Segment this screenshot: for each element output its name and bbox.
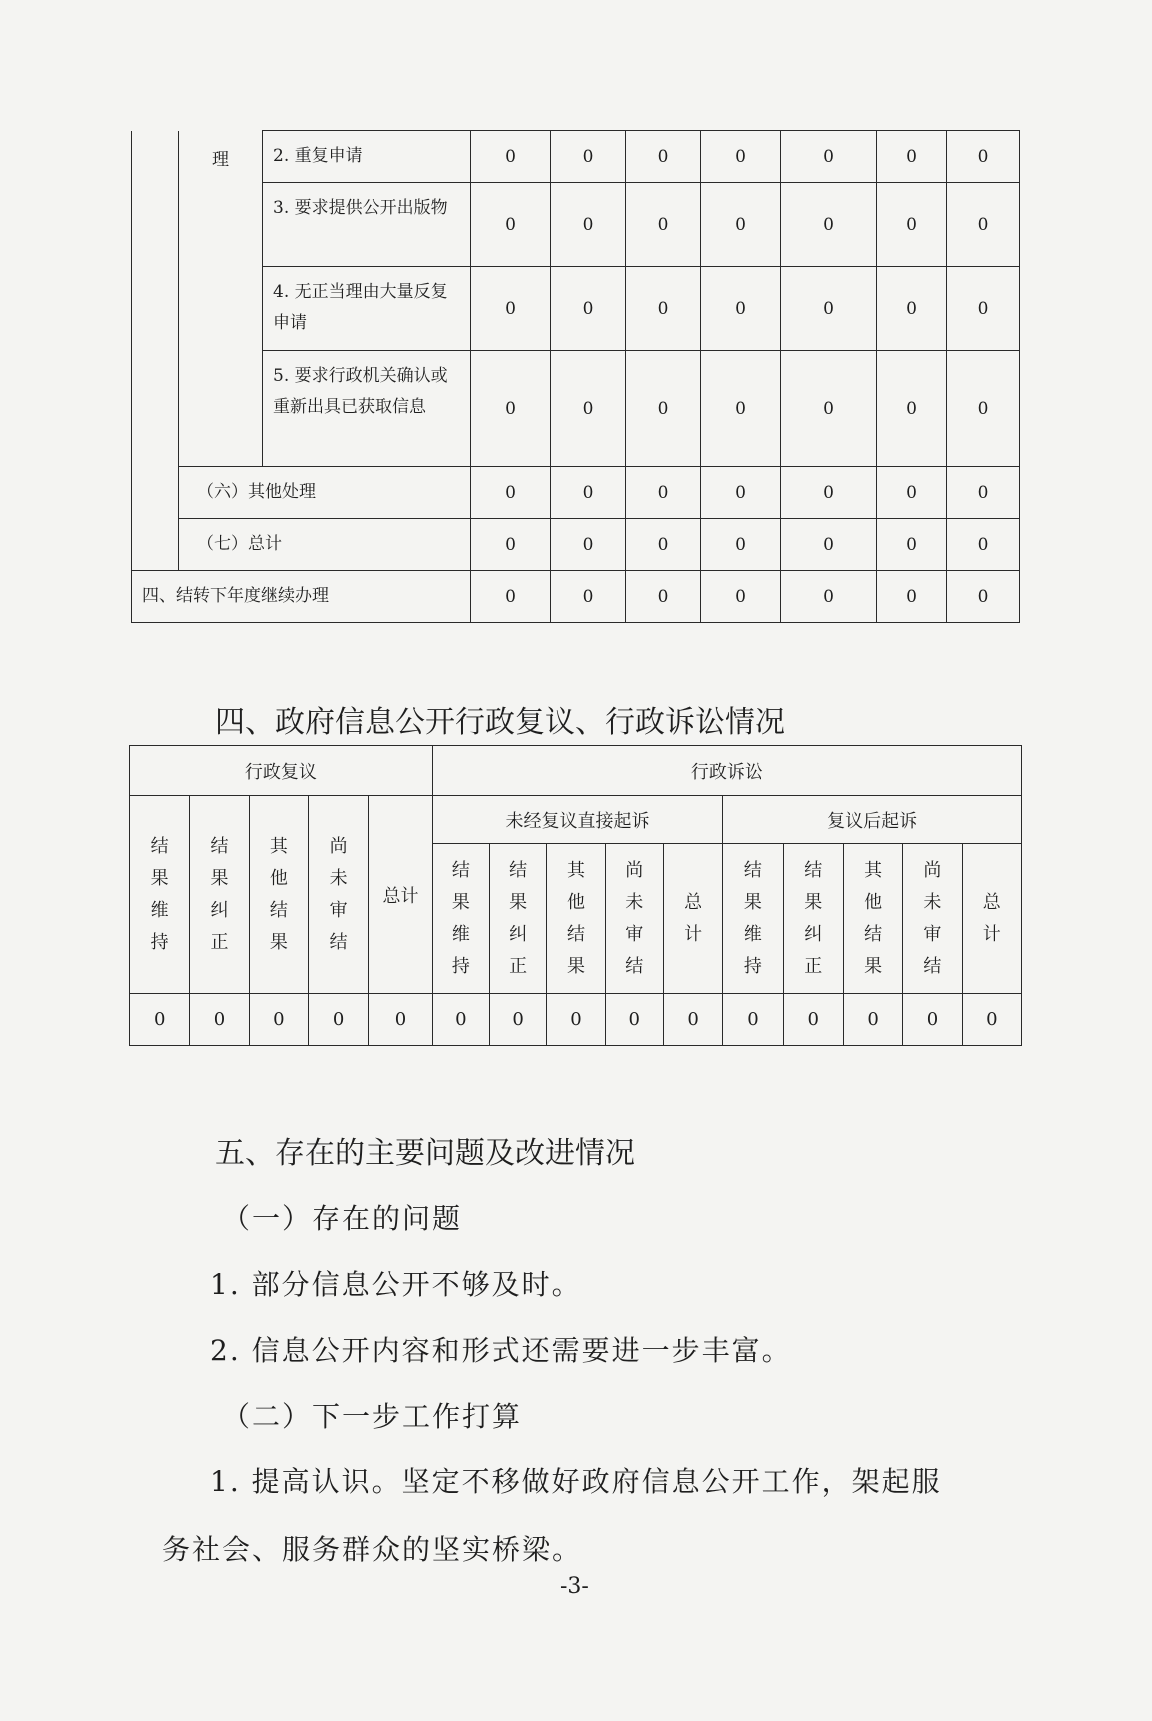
table-row (132, 571, 1020, 623)
column-header: 尚未审结 (605, 844, 663, 994)
column-header: 尚未审结 (308, 796, 368, 994)
table-cell: 0 (471, 183, 551, 267)
table-cell: 0 (701, 351, 781, 467)
table-cell: 0 (471, 131, 551, 183)
row-label: （六）其他处理 (179, 467, 471, 519)
column-header: 结果维持 (130, 796, 190, 994)
processing-results-table (131, 130, 1020, 623)
table-cell: 0 (471, 519, 551, 571)
column-header: 总计 (663, 844, 722, 994)
table-cell: 0 (877, 131, 947, 183)
table-cell: 0 (701, 183, 781, 267)
table-row (132, 267, 1020, 351)
table-cell: 0 (626, 351, 701, 467)
table-cell (132, 131, 179, 571)
table-cell: 0 (947, 131, 1020, 183)
page-number: -3- (560, 1574, 589, 1599)
table-cell: 0 (781, 571, 877, 623)
table-cell: 0 (947, 519, 1020, 571)
table-cell: 0 (781, 183, 877, 267)
table-cell: 0 (249, 994, 308, 1046)
column-header: 结果纠正 (190, 796, 249, 994)
table-cell: 0 (877, 351, 947, 467)
table-cell: 0 (605, 994, 663, 1046)
table-cell: 0 (471, 571, 551, 623)
table-cell: 0 (471, 267, 551, 351)
table-cell: 0 (781, 131, 877, 183)
row-label: 四、结转下年度继续办理 (132, 571, 471, 623)
table-cell: 0 (877, 183, 947, 267)
table-cell: 0 (781, 467, 877, 519)
table-row (132, 351, 1020, 467)
table-cell: 0 (962, 994, 1021, 1046)
table-cell: 0 (626, 571, 701, 623)
column-header: 尚未审结 (903, 844, 962, 994)
table-cell: 0 (551, 571, 626, 623)
group-header: 行政诉讼 (432, 746, 1021, 796)
table-row (132, 131, 1020, 183)
table-cell: 0 (626, 519, 701, 571)
section-title: 五、存在的主要问题及改进情况 (215, 1136, 635, 1171)
table-cell: 0 (903, 994, 962, 1046)
table-cell: 0 (626, 131, 701, 183)
table-cell: 0 (308, 994, 368, 1046)
review-litigation-table (129, 745, 1022, 1046)
table-cell: 0 (947, 183, 1020, 267)
table-cell: 0 (877, 571, 947, 623)
column-header: 结果纠正 (783, 844, 843, 994)
section-title: 四、政府信息公开行政复议、行政诉讼情况 (215, 705, 785, 740)
row-label: 2. 重复申请 (263, 131, 471, 183)
table-cell: 0 (663, 994, 722, 1046)
table-row (130, 746, 1022, 796)
table-cell: 0 (701, 571, 781, 623)
column-header: 结果维持 (723, 844, 783, 994)
table-cell: 0 (551, 267, 626, 351)
table-cell: 0 (947, 267, 1020, 351)
column-header: 结果维持 (432, 844, 489, 994)
paragraph: 2. 信息公开内容和形式还需要进一步丰富。 (210, 1334, 792, 1367)
paragraph: 1. 提高认识。坚定不移做好政府信息公开工作，架起服 (210, 1465, 942, 1498)
table-row (132, 519, 1020, 571)
table-cell: 0 (877, 467, 947, 519)
table-cell: 0 (781, 267, 877, 351)
table-row (132, 183, 1020, 267)
row-label: 5. 要求行政机关确认或重新出具已获取信息 (263, 351, 471, 467)
subsection-heading: （一）存在的问题 (222, 1202, 463, 1235)
table-cell: 0 (471, 467, 551, 519)
table-cell: 0 (490, 994, 547, 1046)
column-header: 其他结果 (843, 844, 902, 994)
table-cell: 0 (626, 467, 701, 519)
column-header: 结果纠正 (490, 844, 547, 994)
table-cell: 0 (547, 994, 605, 1046)
row-label: （七）总计 (179, 519, 471, 571)
table-cell: 0 (626, 183, 701, 267)
table-cell: 0 (369, 994, 432, 1046)
group-header: 行政复议 (130, 746, 433, 796)
table-row (132, 467, 1020, 519)
table-row (130, 994, 1022, 1046)
table-cell: 0 (877, 519, 947, 571)
category-label: 理 (179, 131, 263, 467)
table-cell: 0 (947, 351, 1020, 467)
table-cell: 0 (701, 467, 781, 519)
table-cell: 0 (723, 994, 783, 1046)
table-cell: 0 (626, 267, 701, 351)
table-cell: 0 (551, 131, 626, 183)
table-cell: 0 (551, 519, 626, 571)
table-cell: 0 (701, 131, 781, 183)
table-cell: 0 (947, 571, 1020, 623)
column-header: 其他结果 (547, 844, 605, 994)
subgroup-header: 未经复议直接起诉 (432, 796, 723, 844)
table-cell: 0 (843, 994, 902, 1046)
table-cell: 0 (781, 351, 877, 467)
table-cell: 0 (551, 351, 626, 467)
table-cell: 0 (877, 267, 947, 351)
table-cell: 0 (783, 994, 843, 1046)
table-cell: 0 (551, 183, 626, 267)
column-header: 总计 (962, 844, 1021, 994)
table-cell: 0 (701, 267, 781, 351)
paragraph: 1. 部分信息公开不够及时。 (210, 1268, 582, 1301)
table-cell: 0 (781, 519, 877, 571)
table-cell: 0 (701, 519, 781, 571)
subgroup-header: 复议后起诉 (723, 796, 1022, 844)
table-cell: 0 (551, 467, 626, 519)
table-cell: 0 (471, 351, 551, 467)
table-cell: 0 (190, 994, 249, 1046)
row-label: 3. 要求提供公开出版物 (263, 183, 471, 267)
table-cell: 0 (947, 467, 1020, 519)
column-header: 其他结果 (249, 796, 308, 994)
table-cell: 0 (432, 994, 489, 1046)
subsection-heading: （二）下一步工作打算 (222, 1400, 523, 1433)
table-cell: 0 (130, 994, 190, 1046)
column-header: 总计 (369, 796, 432, 994)
paragraph: 务社会、服务群众的坚实桥梁。 (162, 1533, 583, 1566)
table-row (130, 796, 1022, 844)
row-label: 4. 无正当理由大量反复申请 (263, 267, 471, 351)
